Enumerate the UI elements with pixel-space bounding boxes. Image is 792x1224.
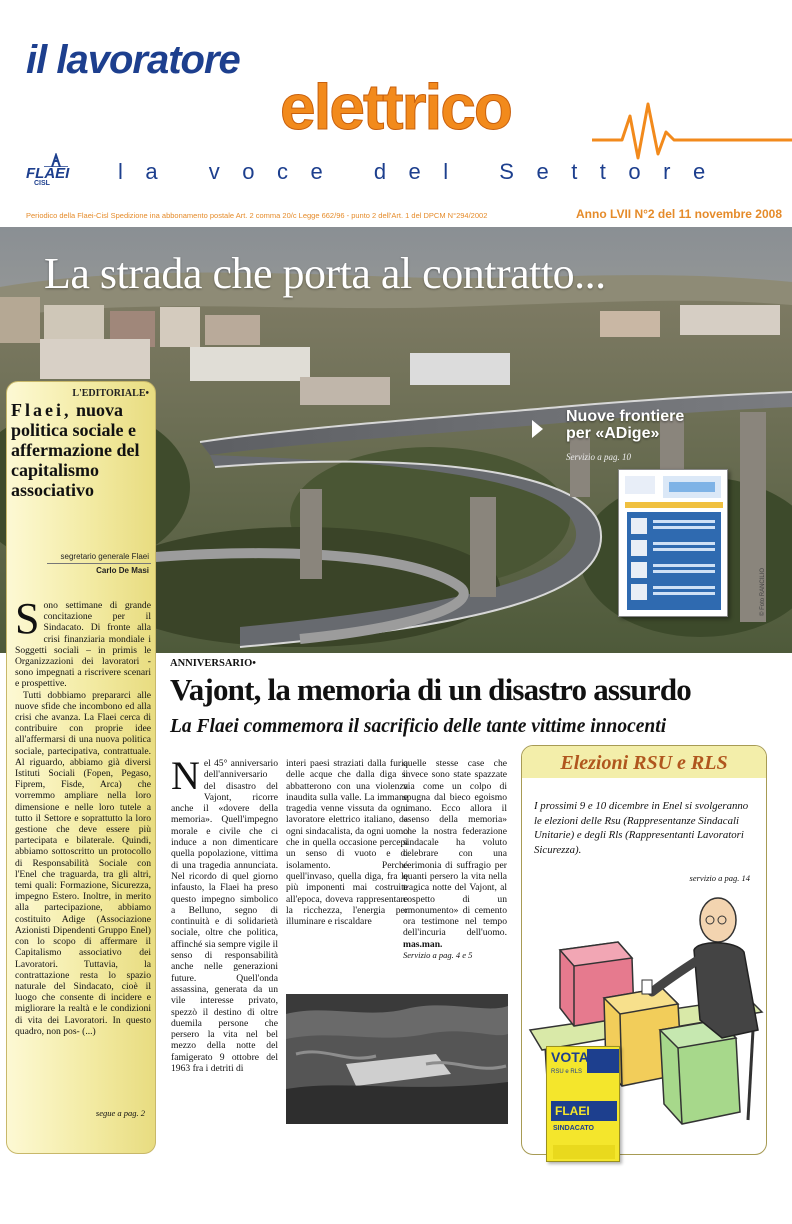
adige-brochure-image [618, 469, 728, 617]
poster-vota: VOTA [551, 1049, 589, 1065]
editorial-paragraph-2: Tutti dobbiamo prepararci alle nuove sfide che incombono ed alla crisi che avanza. La Flaei cerca di contribuire con proprie idee all'affermarsi di una nuova politica sociale, partecipativa, contrattuale. Al riguardo, abbiamo già diversi Istituti Sociali (Fopen, Pegaso, Fiprem, Fisde, Arca) che vorremmo ampliare nella loro dimensione e nelle loro tutele a tutto il Settore e soprattutto la loro gestione che deve essere più partecipata e bilaterale. Quindi, abbiamo sottoscritto un protocollo di Responsabilità Sociale con l'Enel che traguarda, tra gli altri, temi quali: Formazione, Sicurezza, impegno Estero. Inoltre, in merito alla partecipazione, abbiamo costituito Adige (Associazione Azionisti Dipendenti Gruppo Enel) con lo scopo di affermare il Capitalismo associativo dei Lavoratori. Tuttavia, la contrattazione resta lo spazio naturale del Sindacato, cioè il luogo che consente di incidere e migliorare la realtà e le condizioni di vita dei Lavoratori. In questo quadro, non pos- (...) [15, 689, 151, 1037]
article-column-3 [403, 758, 507, 961]
divider [47, 563, 151, 564]
editorial-author: Carlo De Masi [96, 566, 149, 575]
main-headline: La strada che porta al contratto... [44, 249, 606, 298]
rsu-ref: servizio a pag. 14 [689, 873, 750, 883]
article-column-1 [171, 753, 278, 1075]
nuove-frontiere-title [532, 408, 772, 442]
article-column-3-text: quelle stesse case che invece sono state spazzate via come un colpo di spugna dal bieco egoismo umano. Ecco allora il «senso della memoria» che la nostra federazione sindacale ha voluto celebrare con una cerimonia di suffragio per quanti persero la vita nella tragica notte del Vajont, al cospetto di un «monumento» di cemento ora testimone nel tempo dell'incuria dell'uomo. [403, 758, 507, 939]
article-signature: mas.man. [403, 938, 443, 950]
poster-line1: RSU e RLS [551, 1069, 583, 1075]
flaei-logo-cisl: CISL [34, 180, 50, 187]
editorial-box [6, 381, 156, 1154]
photo-credit: © Foto RANCILIO [760, 567, 766, 616]
nuove-frontiere-title-line2: per «ADige» [566, 425, 660, 442]
tagline: la voce del Settore [118, 159, 728, 184]
poster-line3: SINDACATO [553, 1125, 594, 1132]
editorial-title-first: Flaei, [11, 400, 72, 420]
editorial-author-role: segretario generale Flaei [60, 552, 149, 561]
editorial-dropcap: S [15, 594, 40, 643]
adige-brochure-graphic [619, 470, 728, 617]
masthead-title-line2: elettrico [280, 71, 511, 143]
nuove-frontiere-teaser [532, 408, 772, 462]
editorial-body [15, 594, 151, 1037]
flaei-logo-text: FLAEI [26, 165, 70, 182]
masthead [0, 0, 792, 225]
brand-line [26, 153, 786, 193]
nuove-frontiere-title-line1: Nuove frontiere [566, 408, 685, 425]
vajont-dam-graphic [286, 994, 508, 1124]
flaei-logo [26, 153, 90, 189]
article-kicker: ANNIVERSARIO• [170, 658, 256, 669]
issue-date: Anno LVII N°2 del 11 novembre 2008 [576, 207, 782, 221]
editorial-paragraph-1 [15, 594, 151, 690]
editorial-continued: segue a pag. 2 [95, 1108, 145, 1118]
editorial-title-rest: nuova politica sociale e affermazione del capitalismo associativo [11, 400, 140, 500]
nuove-frontiere-ref: Servizio a pag. 10 [566, 452, 631, 462]
vajont-dam-photo [286, 994, 508, 1124]
article-ref: Servizio a pag. 4 e 5 [403, 950, 473, 961]
rsu-text: I prossimi 9 e 10 dicembre in Enel si svolgeranno le elezioni delle Rsu (Rappresentanze Sindacali Unitarie) e degli Rls (Rappresentanti Lavoratori Sicurezza). [534, 800, 749, 856]
article-subtitle: La Flaei commemora il sacrificio delle tante vittime innocenti [170, 716, 667, 737]
poster-line2: FLAEI [555, 1104, 590, 1118]
article-dropcap: N [171, 753, 200, 798]
article-column-2: interi paesi straziati dalla furia delle acque che dalla diga si abbatterono con una violenza inaudita sulla valle. La immane tragedia venne vissuta da ogni lavoratore elettrico italiano, da ogni sindacalista, da ogni uomo che in quella occasione percepì un senso di vuoto e di isolamento. Perché quell'invaso, quella diga, fra le più imponenti mai costruite all'epoca, doveva rappresentare la ricchezza, l'energia per illuminare e riscaldare [286, 758, 408, 928]
periodico-info: Periodico della Flaei-Cisl Spedizione ina abbonamento postale Art. 2 comma 20/c Legge 662/96 - punto 2 dell'Art. 1 del DPCM N°294/2002 [26, 211, 488, 220]
masthead-title-line1: il lavoratore [26, 38, 240, 82]
arrow-right-icon [532, 420, 543, 438]
vota-flaei-poster [546, 1046, 620, 1162]
article-column-1-text: el 45° anniversario dell'anniversario del disastro del Vajont, ricorre anche il «dovere della memoria». Quell'impegno morale e civile che ci induce a non dimenticare quella popolazione, vittima di una tragedia annunciata. Nel ricordo di quel giorno infausto, la Flaei ha preso questo impegno simbolico a Belluno, segno di continuità e di solidarietà sociale, oltre che politica, affinché sia sempre vigile il senso di responsabilità anche nelle generazioni future. Quell'onda assassina, generata da un vile interesse privato, spezzò il destino di oltre duemila persone che persero la vita nel bel mezzo della notte del famigerato 9 ottobre del 1963 fra i detriti di [171, 758, 278, 1075]
article-title: Vajont, la memoria di un disastro assurdo [170, 672, 691, 707]
editorial-tag: L'EDITORIALE• [72, 388, 149, 399]
editorial-p1-text: ono settimane di grande concitazione per il Sindacato. Di fronte alla crisi finanziaria mondiale i Soggetti sociali – in primis le Organizzazioni dei lavoratori - sono impegnati a riscrivere scenari e prospettive. [15, 600, 151, 690]
rsu-title: Elezioni RSU e RLS [522, 746, 766, 778]
editorial-title [11, 400, 155, 500]
